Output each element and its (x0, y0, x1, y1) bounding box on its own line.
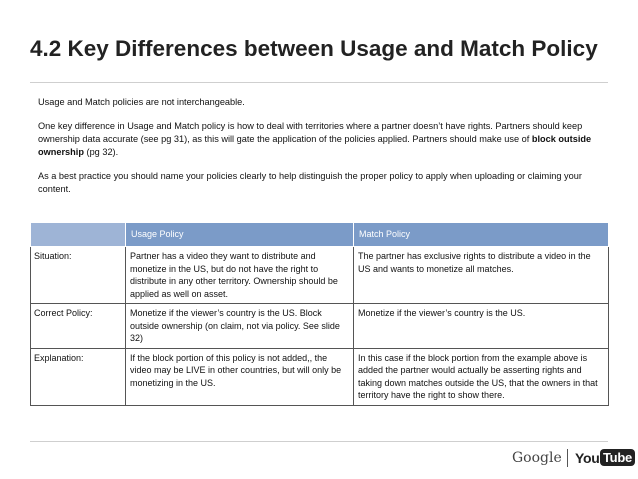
ownership-paragraph (38, 120, 608, 159)
youtube-logo-you: You (575, 450, 600, 466)
ownership-text: One key difference in Usage and Match policy is how to deal with territories where a partner doesn’t have rights. Partners should keep ownership data accurate (see pg 31), as this will gate the application of the policies applied. Partners should make use of (38, 121, 583, 144)
best-practice-paragraph: As a best practice you should name your policies clearly to help distinguish the proper policy to apply when uploading or claiming your content. (38, 171, 582, 194)
row-label: Correct Policy: (31, 304, 126, 349)
intro-paragraph: Usage and Match policies are not interchangeable. (38, 97, 245, 107)
match-cell: The partner has exclusive rights to distribute a video in the US and wants to monetize all matches. (354, 247, 609, 304)
table-row (31, 348, 609, 405)
logo-separator (567, 449, 568, 467)
title-divider (30, 82, 608, 83)
usage-cell: Monetize if the viewer’s country is the US. Block outside ownership (on claim, not via policy. See slide 32) (126, 304, 354, 349)
google-logo: Google (512, 450, 562, 466)
row-label: Situation: (31, 247, 126, 304)
comparison-table (30, 222, 609, 406)
footer-divider (30, 441, 608, 442)
header-blank (31, 223, 126, 247)
slide-title: 4.2 Key Differences between Usage and Match Policy (30, 36, 598, 61)
usage-cell: Partner has a video they want to distribute and monetize in the US, but do not have the right to distribute in any other territory. Ownership should be applied as well on asset. (126, 247, 354, 304)
row-label: Explanation: (31, 348, 126, 405)
table-row (31, 247, 609, 304)
block-outside-ownership-term: block outside ownership (38, 134, 592, 157)
table-header-row (31, 223, 609, 247)
body-text (38, 96, 608, 207)
table-row (31, 304, 609, 349)
match-cell: Monetize if the viewer’s country is the US. (354, 304, 609, 349)
usage-cell: If the block portion of this policy is not added,, the video may be LIVE in other countries, but will only be monetizing in the US. (126, 348, 354, 405)
footer-logos (0, 448, 638, 472)
match-cell: In this case if the block portion from the example above is added the partner would actually be asserting rights and taking down matches outside the US, that the owners in that territory have the right to show there. (354, 348, 609, 405)
page-reference: (pg 32). (83, 147, 119, 157)
youtube-logo-tube: Tube (600, 449, 635, 466)
header-usage-policy: Usage Policy (126, 223, 354, 247)
header-match-policy: Match Policy (354, 223, 609, 247)
